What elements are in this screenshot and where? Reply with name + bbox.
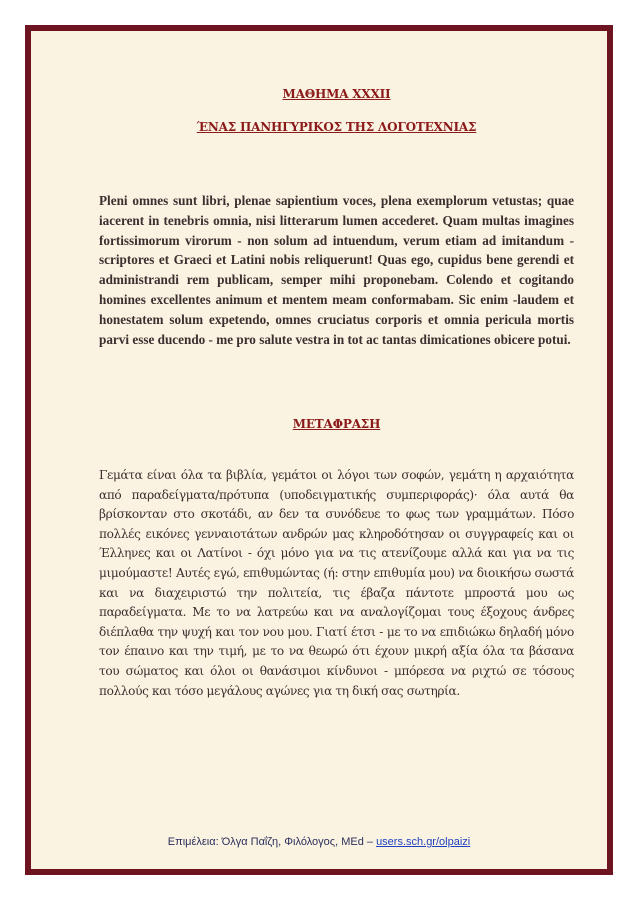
latin-text: Pleni omnes sunt libri, plenae sapientium voces, plena exemplorum vetustas; quae iacerent in tenebris omnia, nisi litterarum lumen accederet. Quam multas imagines fortissimorum virorum - non solum ad intuendum, verum etiam ad imitandum - scriptores et Graeci et Latini nobis reliquerunt! Quas ego, cupidus bene gerendi et administrandi rem publicam, semper mihi proponebam. Colendo et cogitando homines excellentes animum et mentem meam conformabam. Sic enim -laudem et honestatem solum expetendo, omnes cruciatus corporis et omnia pericula mortis parvi esse ducendo - me pro salute vestra in tot ac tantas dimicationes obicere potui.	[99, 193, 574, 347]
footer-link[interactable]: users.sch.gr/olpaizi	[376, 836, 471, 848]
greek-translation: Γεμάτα είναι όλα τα βιβλία, γεμάτοι οι λόγοι των σοφών, γεμάτη η αρχαιότητα από παραδείγματα/πρότυπα (υποδειγματικής συμπεριφοράς)· όλα αυτά θα βρίσκονταν στο σκοτάδι, αν δεν τα συνόδευε το φως των γραμμάτων. Πόσο πολλές εικόνες γενναιοτάτων ανδρών μας κληροδότησαν οι συγγραφείς και οι Έλληνες και οι Λατίνοι - όχι μόνο για να τις ατενίζουμε αλλά και για να τις μιμούμαστε! Αυτές εγώ, επιθυμώντας (ή: στην επιθυμία μου) να διοικήσω σωστά και να διαχειριστώ την πολιτεία, τις έβαζα πάντοτε μπροστά μου ως παραδείγματα. Με το να λατρεύω και να αναλογίζομαι τους έξοχους άνδρες διέπλαθα την ψυχή και τον νου μου. Γιατί έτσι - με το να επιδιώκω δηλαδή μόνο τον έπαινο και την τιμή, με το να θεωρώ ότι έχουν μικρή αξία όλα τα βάσανα του σώματος και όλοι οι θανάσιμοι κίνδυνοι - μπόρεσα να ριχτώ σε τόσους πολλούς και τόσο μεγάλους αγώνες για τη δική σας σωτηρία.	[99, 468, 574, 698]
lesson-title: ΜΑΘΗΜΑ XXXII	[282, 87, 391, 101]
translation-heading: ΜΕΤΑΦΡΑΣΗ	[292, 417, 381, 431]
footer	[0, 836, 638, 848]
lesson-subtitle: ΈΝΑΣ ΠΑΝΗΓΥΡΙΚΟΣ ΤΗΣ ΛΟΓΟΤΕΧΝΙΑΣ	[196, 120, 477, 134]
page-frame	[25, 25, 613, 875]
footer-credit: Επιμέλεια: Όλγα Παΐζη, Φιλόλογος, MEd –	[167, 836, 377, 848]
